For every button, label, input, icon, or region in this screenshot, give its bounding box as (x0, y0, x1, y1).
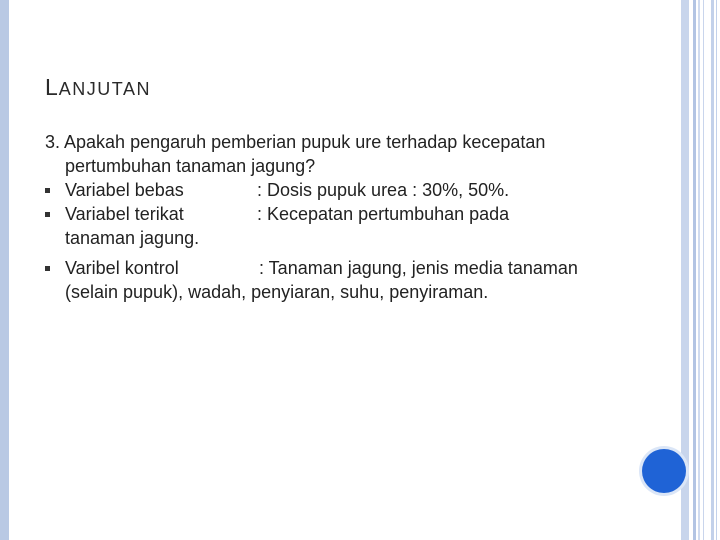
list-item-continuation (45, 280, 645, 304)
item-label: Variabel terikat (65, 204, 184, 224)
left-border-bar (0, 0, 9, 540)
item-value: : Dosis pupuk urea : 30%, 50%. (257, 180, 510, 200)
slide-content (45, 130, 645, 304)
slide-title (45, 74, 151, 101)
square-bullet-icon (45, 212, 50, 217)
right-border-line (711, 0, 714, 540)
question-line-1 (45, 130, 645, 154)
question-text-2: pertumbuhan tanaman jagung? (65, 156, 316, 176)
list-item (45, 178, 645, 202)
item-value: : Kecepatan pertumbuhan pada (257, 204, 510, 224)
item-value: : Tanaman jagung, jenis media tanaman (259, 258, 578, 278)
list-item (45, 256, 645, 280)
title-initial: L (45, 74, 59, 100)
list-item-continuation (45, 226, 645, 250)
item-continuation: tanaman jagung. (65, 228, 200, 248)
question-line-2 (45, 154, 645, 178)
right-border-line (698, 0, 700, 540)
list-item (45, 202, 645, 226)
square-bullet-icon (45, 188, 50, 193)
right-border-line (716, 0, 717, 540)
decorative-circle-icon (642, 449, 686, 493)
title-rest: ANJUTAN (58, 79, 151, 99)
item-label: Variabel bebas (65, 180, 184, 200)
question-text-1: 3. Apakah pengaruh pemberian pupuk ure terhadap kecepatan (45, 132, 546, 152)
item-label: Varibel kontrol (65, 258, 179, 278)
item-continuation: (selain pupuk), wadah, penyiaran, suhu, penyiraman. (65, 282, 489, 302)
square-bullet-icon (45, 266, 50, 271)
right-border-line (693, 0, 696, 540)
